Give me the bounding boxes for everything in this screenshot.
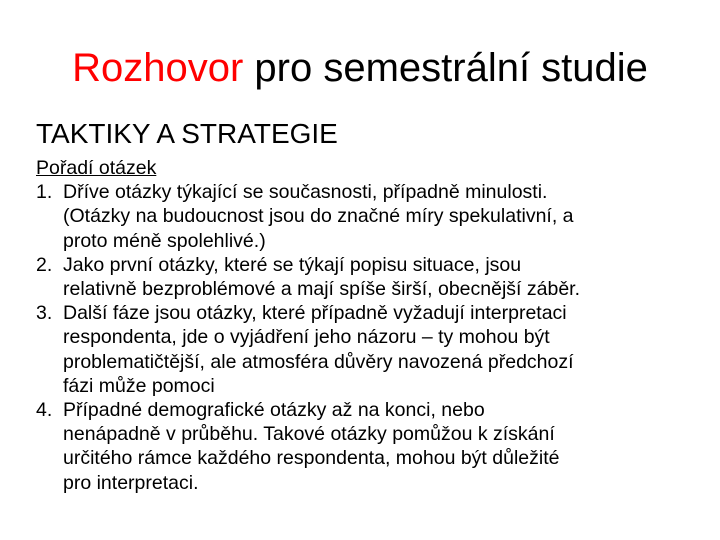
list-item-text: Jako první otázky, které se týkají popisu situace, jsou relativně bezproblémové a mají spíše širší, obecnější záběr.: [63, 253, 581, 301]
list-item-text: Případné demografické otázky až na konci, nebo nenápadně v průběhu. Takové otázky pomůžou k získání určitého rámce každého respondenta, mohou být důležité pro interpretaci.: [63, 399, 560, 494]
list-item: [36, 301, 706, 398]
question-order-list: [36, 180, 706, 495]
slide-content: [36, 156, 706, 495]
list-item: [36, 180, 706, 253]
title-highlight: Rozhovor: [72, 46, 244, 90]
list-item-text: Dříve otázky týkající se současnosti, případně minulosti. (Otázky na budoucnost jsou do značné míry spekulativní, a proto méně spolehlivé.): [63, 181, 574, 252]
list-item-number: 1.: [36, 181, 53, 204]
section-heading: Pořadí otázek: [36, 157, 157, 179]
list-item-number: 3.: [36, 302, 53, 325]
list-item: [36, 398, 706, 495]
list-item-number: 4.: [36, 399, 53, 422]
slide-subtitle: TAKTIKY A STRATEGIE: [36, 118, 338, 149]
list-item-text: Další fáze jsou otázky, které případně vyžadují interpretaci respondenta, jde o vyjádření jeho názoru – ty mohou být problematičtější, ale atmosféra důvěry navozená předchozí fázi může pomoci: [63, 302, 574, 397]
list-item-number: 2.: [36, 253, 53, 276]
slide-title: [0, 42, 720, 94]
list-item: [36, 253, 706, 301]
title-rest: pro semestrální studie: [243, 46, 648, 90]
